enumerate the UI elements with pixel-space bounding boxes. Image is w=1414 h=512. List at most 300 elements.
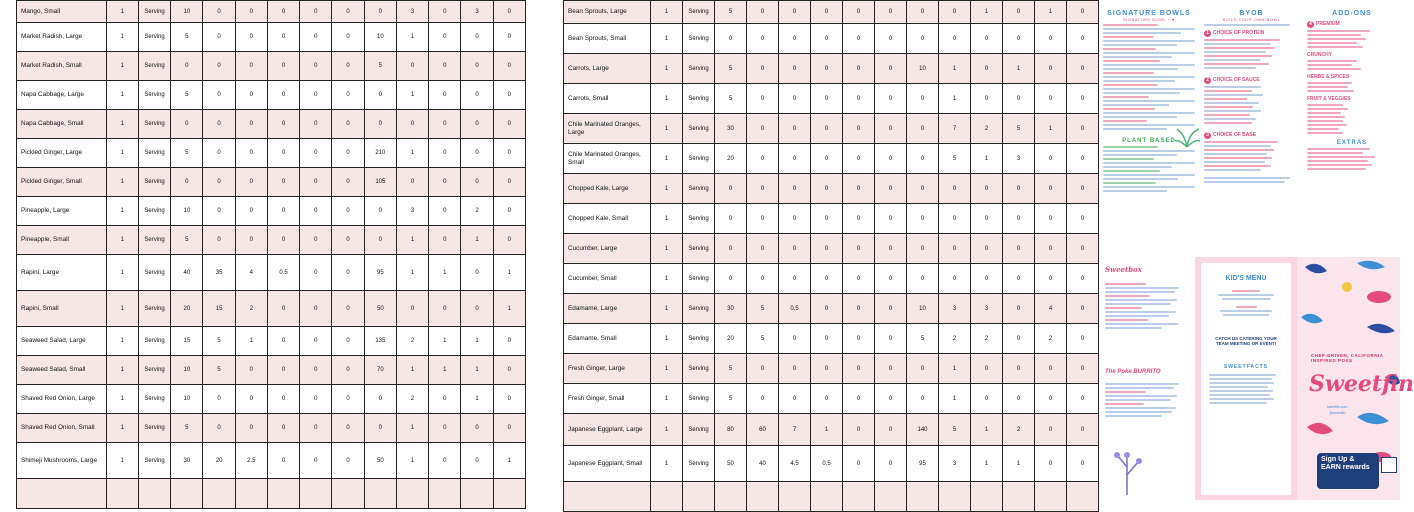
quantity-cell: 1: [106, 168, 138, 197]
empty-cell: [235, 479, 267, 509]
value-cell: 1: [429, 327, 461, 356]
value-cell: 3: [939, 294, 971, 324]
value-cell: 2: [461, 197, 493, 226]
value-cell: 0: [235, 226, 267, 255]
value-cell: 0: [1003, 264, 1035, 294]
value-cell: 3: [939, 446, 971, 482]
value-cell: 0: [267, 1, 299, 23]
value-cell: 0: [203, 110, 235, 139]
value-cell: 0: [843, 414, 875, 446]
value-cell: 0: [171, 110, 203, 139]
value-cell: 0: [364, 226, 396, 255]
value-cell: 0: [939, 174, 971, 204]
value-cell: 0: [332, 443, 364, 479]
value-cell: 1: [971, 446, 1003, 482]
empty-cell: [364, 479, 396, 509]
sweetfacts-heading: SWEETFACTS: [1223, 364, 1269, 370]
kids-menu-panel: [1195, 257, 1297, 500]
value-cell: 0: [907, 234, 939, 264]
sweetfin-logo: Sweetfin: [1309, 371, 1414, 397]
table-row: [17, 327, 526, 356]
value-cell: 0: [364, 81, 396, 110]
empty-cell: [564, 482, 651, 512]
choice-base-heading: CHOICE OF BASE: [1213, 132, 1257, 138]
value-cell: 4.5: [779, 446, 811, 482]
value-cell: 0: [843, 384, 875, 414]
empty-cell: [683, 482, 715, 512]
value-cell: 0: [1003, 24, 1035, 54]
quantity-cell: 1: [651, 354, 683, 384]
value-cell: 1: [396, 139, 428, 168]
value-cell: 2: [971, 324, 1003, 354]
value-cell: 0: [811, 24, 843, 54]
value-cell: 1: [939, 354, 971, 384]
value-cell: 0: [300, 81, 332, 110]
value-cell: 5: [715, 354, 747, 384]
value-cell: 0: [1035, 384, 1067, 414]
unit-cell: Serving: [683, 84, 715, 114]
value-cell: 0: [875, 384, 907, 414]
value-cell: 30: [715, 114, 747, 144]
value-cell: 0: [332, 197, 364, 226]
table-row: [564, 84, 1099, 114]
table-row: [564, 54, 1099, 84]
value-cell: 0: [1003, 1, 1035, 24]
unit-cell: Serving: [138, 255, 170, 291]
value-cell: 0: [1067, 324, 1099, 354]
unit-cell: Serving: [683, 446, 715, 482]
value-cell: 0: [1067, 144, 1099, 174]
value-cell: 0: [235, 110, 267, 139]
value-cell: 1: [971, 414, 1003, 446]
quantity-cell: 1: [651, 114, 683, 144]
item-name-cell: Pickled Ginger, Small: [17, 168, 107, 197]
value-cell: 1: [396, 356, 428, 385]
item-name-cell: Edamame, Small: [564, 324, 651, 354]
value-cell: 0: [747, 354, 779, 384]
value-cell: 0: [971, 84, 1003, 114]
unit-cell: Serving: [683, 324, 715, 354]
step-4-badge: 4: [1307, 21, 1314, 28]
value-cell: 1: [939, 384, 971, 414]
value-cell: 0: [1003, 294, 1035, 324]
table-row: [17, 226, 526, 255]
value-cell: 0: [1003, 324, 1035, 354]
table-row: [17, 1, 526, 23]
value-cell: 0: [971, 384, 1003, 414]
empty-cell: [843, 482, 875, 512]
value-cell: 0: [811, 54, 843, 84]
value-cell: 0: [493, 23, 525, 52]
step-1-badge: 1: [1204, 30, 1211, 37]
sweetbox-logo: Sweetbox: [1105, 265, 1142, 274]
value-cell: 0: [875, 1, 907, 24]
value-cell: 0: [332, 385, 364, 414]
value-cell: 40: [747, 446, 779, 482]
value-cell: 0: [493, 168, 525, 197]
value-cell: 0: [811, 264, 843, 294]
item-name-cell: Bean Sprouts, Large: [564, 1, 651, 24]
value-cell: 95: [907, 446, 939, 482]
value-cell: 0: [235, 414, 267, 443]
item-name-cell: Market Radish, Large: [17, 23, 107, 52]
value-cell: 0: [332, 81, 364, 110]
value-cell: 0: [1035, 354, 1067, 384]
value-cell: 0: [939, 264, 971, 294]
extras-heading: EXTRAS: [1336, 140, 1368, 146]
value-cell: 0: [939, 234, 971, 264]
value-cell: 1: [396, 414, 428, 443]
byob-subheading: BUILD YOUR OWN BOWL: [1222, 17, 1281, 22]
value-cell: 0: [429, 385, 461, 414]
value-cell: 0: [1035, 264, 1067, 294]
value-cell: 0.5: [811, 446, 843, 482]
value-cell: 0: [461, 139, 493, 168]
unit-cell: Serving: [683, 144, 715, 174]
value-cell: 0: [939, 1, 971, 24]
value-cell: 0: [843, 24, 875, 54]
value-cell: 0: [875, 354, 907, 384]
unit-cell: Serving: [138, 356, 170, 385]
value-cell: 0: [267, 23, 299, 52]
value-cell: 0: [300, 356, 332, 385]
value-cell: 1: [939, 54, 971, 84]
value-cell: 0: [843, 234, 875, 264]
menu-image-bottom: [1099, 257, 1414, 500]
value-cell: 0: [843, 144, 875, 174]
value-cell: 0: [235, 1, 267, 23]
value-cell: 0: [300, 414, 332, 443]
value-cell: 1: [811, 414, 843, 446]
value-cell: 0: [875, 84, 907, 114]
value-cell: 0: [907, 84, 939, 114]
value-cell: 5: [171, 81, 203, 110]
item-name-cell: Napa Cabbage, Small: [17, 110, 107, 139]
value-cell: 0: [875, 324, 907, 354]
nutrition-table: [563, 0, 1099, 512]
quantity-cell: 1: [106, 81, 138, 110]
value-cell: 0: [779, 324, 811, 354]
value-cell: 10: [364, 23, 396, 52]
item-name-cell: Chile Marinated Oranges, Small: [564, 144, 651, 174]
value-cell: 0: [429, 168, 461, 197]
unit-cell: Serving: [683, 54, 715, 84]
value-cell: 0: [843, 174, 875, 204]
value-cell: 0.5: [267, 255, 299, 291]
value-cell: 0: [715, 174, 747, 204]
value-cell: 0: [1003, 204, 1035, 234]
value-cell: 0: [1067, 294, 1099, 324]
value-cell: 0: [1003, 384, 1035, 414]
value-cell: 3: [1003, 144, 1035, 174]
item-name-cell: Cucumber, Large: [564, 234, 651, 264]
value-cell: 0: [811, 294, 843, 324]
value-cell: 0: [493, 385, 525, 414]
value-cell: 0: [747, 234, 779, 264]
value-cell: 0: [1035, 54, 1067, 84]
unit-cell: Serving: [138, 443, 170, 479]
value-cell: 0: [1067, 414, 1099, 446]
value-cell: 0: [843, 324, 875, 354]
value-cell: 1: [493, 443, 525, 479]
value-cell: 0: [235, 197, 267, 226]
quantity-cell: 1: [651, 446, 683, 482]
value-cell: 0: [811, 384, 843, 414]
unit-cell: Serving: [138, 197, 170, 226]
plant-based-heading: PLANT BASED: [1122, 138, 1176, 144]
value-cell: 0: [203, 168, 235, 197]
value-cell: 0: [267, 226, 299, 255]
value-cell: 20: [171, 291, 203, 327]
value-cell: 2.5: [235, 443, 267, 479]
nutrition-table-right: [563, 0, 1085, 512]
item-name-cell: Fresh Ginger, Large: [564, 354, 651, 384]
table-row: [17, 110, 526, 139]
value-cell: 0: [300, 23, 332, 52]
value-cell: 0: [875, 144, 907, 174]
value-cell: 0: [907, 114, 939, 144]
quantity-cell: 1: [106, 110, 138, 139]
empty-cell: [106, 479, 138, 509]
unit-cell: Serving: [683, 384, 715, 414]
value-cell: 0: [203, 52, 235, 81]
value-cell: 0: [843, 54, 875, 84]
byob-column: [1204, 10, 1299, 185]
value-cell: 0: [907, 264, 939, 294]
value-cell: 0: [1003, 174, 1035, 204]
unit-cell: Serving: [138, 414, 170, 443]
value-cell: 0: [267, 291, 299, 327]
item-name-cell: Mango, Small: [17, 1, 107, 23]
value-cell: 0: [332, 52, 364, 81]
empty-cell: [332, 479, 364, 509]
value-cell: 2: [971, 114, 1003, 144]
signature-bowls-column: [1103, 10, 1195, 194]
value-cell: 0: [300, 255, 332, 291]
item-name-cell: Chile Marinated Oranges, Large: [564, 114, 651, 144]
value-cell: 5: [171, 226, 203, 255]
item-name-cell: Rapini, Large: [17, 255, 107, 291]
item-name-cell: Fresh Ginger, Small: [564, 384, 651, 414]
value-cell: 5: [203, 327, 235, 356]
value-cell: 80: [715, 414, 747, 446]
empty-cell: [747, 482, 779, 512]
value-cell: 5: [1003, 114, 1035, 144]
value-cell: 20: [715, 324, 747, 354]
value-cell: 0: [429, 414, 461, 443]
empty-cell: [300, 479, 332, 509]
value-cell: 0: [461, 443, 493, 479]
value-cell: 0: [235, 168, 267, 197]
value-cell: 0: [267, 443, 299, 479]
value-cell: 4: [1035, 294, 1067, 324]
value-cell: 0: [364, 110, 396, 139]
value-cell: 0: [779, 24, 811, 54]
value-cell: 0: [267, 356, 299, 385]
value-cell: 0: [779, 204, 811, 234]
value-cell: 0: [1067, 174, 1099, 204]
value-cell: 2: [235, 291, 267, 327]
item-name-cell: Japanese Eggplant, Small: [564, 446, 651, 482]
empty-cell: [203, 479, 235, 509]
value-cell: 0: [843, 354, 875, 384]
value-cell: 0: [1067, 114, 1099, 144]
item-name-cell: Carrots, Large: [564, 54, 651, 84]
value-cell: 0: [267, 168, 299, 197]
value-cell: 0: [300, 1, 332, 23]
value-cell: 0: [747, 144, 779, 174]
value-cell: 0: [171, 52, 203, 81]
value-cell: 0.5: [779, 294, 811, 324]
quantity-cell: 1: [106, 197, 138, 226]
value-cell: 210: [364, 139, 396, 168]
item-name-cell: Napa Cabbage, Large: [17, 81, 107, 110]
value-cell: 0: [747, 54, 779, 84]
value-cell: 0: [461, 414, 493, 443]
value-cell: 0: [779, 1, 811, 24]
empty-cell: [17, 479, 107, 509]
value-cell: 0: [1067, 384, 1099, 414]
value-cell: 0: [747, 24, 779, 54]
value-cell: 10: [171, 385, 203, 414]
value-cell: 40: [171, 255, 203, 291]
value-cell: 0: [875, 204, 907, 234]
table-row: [564, 324, 1099, 354]
empty-cell: [1035, 482, 1067, 512]
value-cell: 0: [493, 414, 525, 443]
value-cell: 135: [364, 327, 396, 356]
unit-cell: Serving: [138, 291, 170, 327]
empty-cell: [171, 479, 203, 509]
value-cell: 0: [364, 197, 396, 226]
value-cell: 0: [971, 354, 1003, 384]
nutrition-table-left: [16, 0, 526, 509]
value-cell: 5: [171, 23, 203, 52]
quantity-cell: 1: [651, 84, 683, 114]
table-row: [564, 384, 1099, 414]
table-row: [17, 479, 526, 509]
item-name-cell: Japanese Eggplant, Large: [564, 414, 651, 446]
value-cell: 0: [1067, 54, 1099, 84]
table-row: [17, 443, 526, 479]
value-cell: 2: [1035, 324, 1067, 354]
website: sweetfin.com: [1327, 405, 1348, 409]
unit-cell: Serving: [683, 114, 715, 144]
value-cell: 0: [843, 1, 875, 24]
table-row: [17, 385, 526, 414]
value-cell: 5: [747, 294, 779, 324]
empty-cell: [715, 482, 747, 512]
poke-burrito-heading: The Poke BURRITO: [1105, 369, 1161, 375]
value-cell: 0: [747, 1, 779, 24]
fruit-veggies-heading: FRUIT & VEGGIES: [1307, 96, 1351, 102]
unit-cell: Serving: [683, 234, 715, 264]
value-cell: 0: [203, 139, 235, 168]
value-cell: 0: [493, 356, 525, 385]
empty-cell: [493, 479, 525, 509]
value-cell: 0: [267, 52, 299, 81]
value-cell: 0: [267, 110, 299, 139]
value-cell: 10: [907, 54, 939, 84]
value-cell: 0: [300, 385, 332, 414]
empty-cell: [429, 479, 461, 509]
value-cell: 1: [493, 291, 525, 327]
item-name-cell: Seaweed Salad, Small: [17, 356, 107, 385]
value-cell: 5: [939, 144, 971, 174]
table-row: [564, 294, 1099, 324]
empty-cell: [1003, 482, 1035, 512]
value-cell: 50: [715, 446, 747, 482]
value-cell: 0: [907, 354, 939, 384]
unit-cell: Serving: [683, 1, 715, 24]
table-row: [564, 144, 1099, 174]
value-cell: 0: [461, 110, 493, 139]
signature-bowls-heading: SIGNATURE BOWLS: [1107, 10, 1191, 17]
value-cell: 0: [203, 385, 235, 414]
value-cell: 0: [715, 264, 747, 294]
quantity-cell: 1: [106, 52, 138, 81]
value-cell: 0: [811, 354, 843, 384]
table-row: [17, 356, 526, 385]
value-cell: 0: [332, 356, 364, 385]
value-cell: 0: [429, 23, 461, 52]
value-cell: 7: [939, 114, 971, 144]
quantity-cell: 1: [106, 255, 138, 291]
value-cell: 0: [396, 52, 428, 81]
value-cell: 0: [1003, 84, 1035, 114]
value-cell: 0: [429, 1, 461, 23]
table-row: [564, 354, 1099, 384]
unit-cell: Serving: [138, 226, 170, 255]
social-handle: @sweetfin: [1329, 411, 1346, 415]
value-cell: 0: [493, 110, 525, 139]
value-cell: 0: [1035, 446, 1067, 482]
value-cell: 0: [1067, 264, 1099, 294]
value-cell: 0: [875, 114, 907, 144]
empty-cell: [396, 479, 428, 509]
byob-heading: BYOB: [1239, 10, 1264, 17]
value-cell: 0: [811, 84, 843, 114]
value-cell: 5: [715, 84, 747, 114]
table-row: [564, 174, 1099, 204]
item-name-cell: Shimeji Mushrooms, Large: [17, 443, 107, 479]
sweetbox-panel: [1099, 257, 1195, 500]
value-cell: 0: [971, 54, 1003, 84]
value-cell: 0: [300, 291, 332, 327]
value-cell: 0: [1067, 234, 1099, 264]
unit-cell: Serving: [683, 414, 715, 446]
value-cell: 0: [1035, 144, 1067, 174]
value-cell: 50: [364, 291, 396, 327]
value-cell: 0: [811, 324, 843, 354]
premium-heading: PREMIUM: [1316, 21, 1340, 27]
value-cell: 0: [235, 356, 267, 385]
value-cell: 5: [171, 139, 203, 168]
value-cell: 10: [907, 294, 939, 324]
value-cell: 0: [715, 234, 747, 264]
value-cell: 2: [1003, 414, 1035, 446]
table-row: [564, 482, 1099, 512]
value-cell: 0: [971, 234, 1003, 264]
empty-cell: [267, 479, 299, 509]
value-cell: 0: [332, 291, 364, 327]
unit-cell: Serving: [683, 24, 715, 54]
value-cell: 0: [811, 114, 843, 144]
catering-callout: CATCH US CATERING YOUR TEAM MEETING OR EVENT!: [1215, 336, 1277, 346]
value-cell: 1: [1003, 446, 1035, 482]
value-cell: 0: [843, 294, 875, 324]
unit-cell: Serving: [138, 52, 170, 81]
